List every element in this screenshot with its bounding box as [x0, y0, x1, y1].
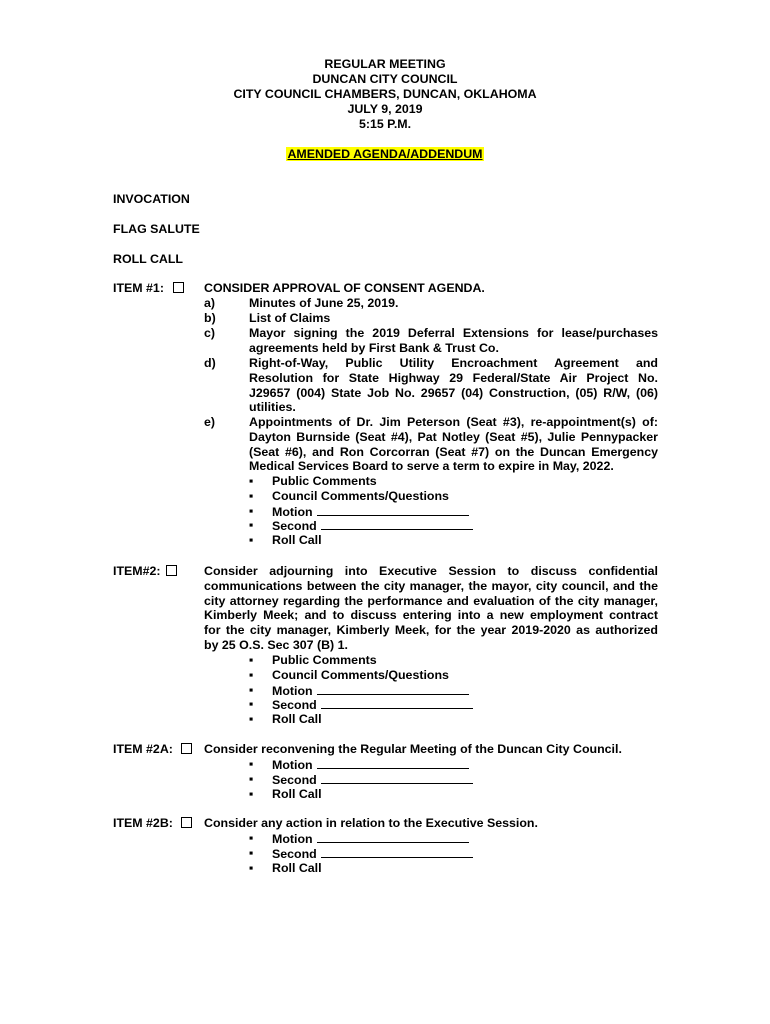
header-line-5: 5:15 P.M.	[358, 117, 412, 131]
sub-letter: d)	[204, 356, 216, 370]
sub-text-line: List of Claims	[249, 311, 331, 325]
item-2a-bullets	[249, 757, 473, 801]
bullet-icon: ▪	[249, 757, 254, 771]
amended-agenda-heading	[0, 147, 770, 162]
bullet-motion: ▪ Motion	[249, 504, 473, 519]
second-blank[interactable]	[321, 697, 473, 709]
bullet-public-comments: ▪ Public Comments	[249, 653, 377, 667]
header-line-2: DUNCAN CITY COUNCIL	[312, 72, 458, 86]
sub-letter: b)	[204, 311, 216, 325]
amended-agenda-text: AMENDED AGENDA/ADDENDUM	[287, 147, 483, 161]
bullet-icon: ▪	[249, 712, 254, 727]
flag-salute: FLAG SALUTE	[113, 222, 200, 236]
item-2-line: city attorney regarding the performance and evaluation of the city manager,	[204, 593, 658, 608]
item-2-bullets	[249, 653, 473, 727]
item-1-title: CONSIDER APPROVAL OF CONSENT AGENDA.	[204, 281, 485, 295]
bullet-roll-call: ▪ Roll Call	[249, 786, 322, 801]
item-2-line: for the city manager, Kimberly Meek, for the year 2019-2020 as authorized	[204, 623, 658, 638]
sub-letter: e)	[204, 415, 216, 429]
motion-blank[interactable]	[317, 504, 469, 516]
bullet-icon: ▪	[249, 860, 254, 875]
invocation: INVOCATION	[113, 192, 190, 206]
sub-letter: a)	[204, 296, 216, 310]
header-line-4: JULY 9, 2019	[347, 102, 423, 116]
bullet-icon: ▪	[249, 533, 254, 548]
item-1-label: ITEM #1:	[113, 281, 164, 295]
bullet-public-comments: ▪ Public Comments	[249, 474, 377, 488]
second-blank[interactable]	[321, 518, 473, 530]
item-2a-label: ITEM #2A:	[113, 742, 173, 756]
sub-letter: c)	[204, 326, 216, 340]
bullet-icon: ▪	[249, 831, 254, 845]
meeting-header	[0, 57, 770, 132]
item-2-line: Consider adjourning into Executive Session to discuss confidential	[204, 564, 658, 578]
header-line-1: REGULAR MEETING	[324, 57, 446, 71]
bullet-motion: ▪ Motion	[249, 683, 473, 698]
bullet-council-comments: ▪ Council Comments/Questions	[249, 667, 449, 682]
sub-text-line: Resolution for State Highway 29 Federal/State Air Project No.	[249, 370, 658, 385]
bullet-roll-call: ▪ Roll Call	[249, 860, 322, 875]
bullet-icon: ▪	[249, 697, 254, 712]
header-line-3: CITY COUNCIL CHAMBERS, DUNCAN, OKLAHOMA	[233, 87, 537, 101]
item-2b-label: ITEM #2B:	[113, 816, 173, 830]
bullet-icon: ▪	[249, 474, 254, 488]
sub-text-line: utilities.	[249, 400, 296, 415]
motion-blank[interactable]	[317, 757, 469, 769]
bullet-icon: ▪	[249, 653, 254, 667]
item-2a-checkbox[interactable]	[181, 743, 192, 754]
sub-text-line: Right-of-Way, Public Utility Encroachment Agreement and	[249, 356, 658, 370]
sub-text-line: Appointments of Dr. Jim Peterson (Seat #3), re-appointment(s) of:	[249, 415, 658, 429]
bullet-second: ▪ Second	[249, 518, 473, 533]
second-blank[interactable]	[321, 846, 473, 858]
bullet-motion: ▪ Motion	[249, 831, 473, 846]
item-1-bullets	[249, 474, 473, 548]
bullet-roll-call: ▪ Roll Call	[249, 712, 322, 727]
item-2a-text: Consider reconvening the Regular Meeting of the Duncan City Council.	[204, 742, 622, 756]
item-2-line: communications between the city manager, the mayor, city council, and the	[204, 578, 658, 593]
item-2-line: Kimberly Meek; and to discuss entering into a new employment contract	[204, 608, 658, 623]
bullet-icon: ▪	[249, 786, 254, 801]
sub-text-line: J29657 (004) State Job No. 29657 (04) Construction, (05) R/W, (06)	[249, 385, 658, 400]
motion-blank[interactable]	[317, 831, 469, 843]
item-2b-bullets	[249, 831, 473, 875]
roll-call: ROLL CALL	[113, 252, 183, 266]
bullet-roll-call: ▪ Roll Call	[249, 533, 322, 548]
item-2b-text: Consider any action in relation to the Executive Session.	[204, 816, 538, 830]
bullet-second: ▪ Second	[249, 772, 473, 787]
second-blank[interactable]	[321, 772, 473, 784]
sub-text-line: (Seat #6), and Ron Corcorran (Seat #7) on the Duncan Emergency	[249, 444, 658, 459]
bullet-icon: ▪	[249, 518, 254, 533]
motion-blank[interactable]	[317, 683, 469, 695]
item-2-text	[204, 564, 658, 653]
bullet-icon: ▪	[249, 682, 254, 697]
sub-text-line: Dayton Burnside (Seat #4), Pat Notley (Seat #5), Julie Pennypacker	[249, 429, 658, 444]
bullet-icon: ▪	[249, 667, 254, 682]
bullet-icon: ▪	[249, 503, 254, 518]
item-2-label: ITEM#2:	[113, 564, 161, 578]
sub-text-line: Mayor signing the 2019 Deferral Extensions for lease/purchases	[249, 326, 658, 340]
sub-text-line: Minutes of June 25, 2019.	[249, 296, 399, 310]
bullet-second: ▪ Second	[249, 846, 473, 861]
sub-text-line: agreements held by First Bank & Trust Co.	[249, 340, 499, 355]
item-2b-checkbox[interactable]	[181, 817, 192, 828]
item-2-line: by 25 O.S. Sec 307 (B) 1.	[204, 637, 348, 652]
bullet-second: ▪ Second	[249, 697, 473, 712]
bullet-icon: ▪	[249, 488, 254, 503]
bullet-icon: ▪	[249, 771, 254, 786]
bullet-motion: ▪ Motion	[249, 757, 473, 772]
bullet-icon: ▪	[249, 845, 254, 860]
sub-text-line: Medical Services Board to serve a term to expire in May, 2022.	[249, 459, 614, 474]
item-2-checkbox[interactable]	[166, 565, 177, 576]
item-1-checkbox[interactable]	[173, 282, 184, 293]
bullet-council-comments: ▪ Council Comments/Questions	[249, 488, 449, 503]
